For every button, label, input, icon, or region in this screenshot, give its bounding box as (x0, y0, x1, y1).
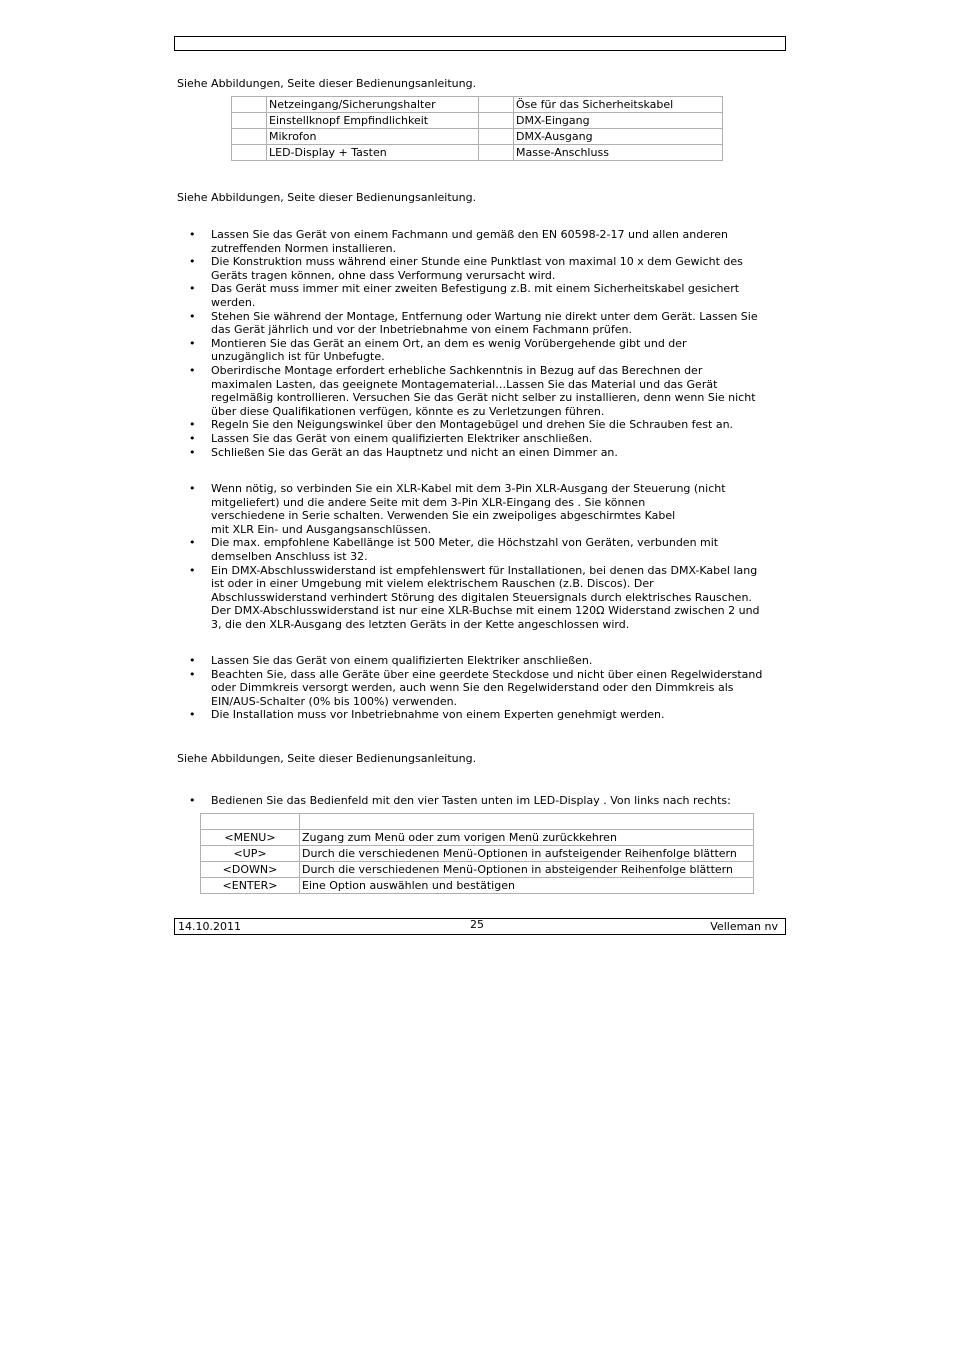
list-item-line: Wenn nötig, so verbinden Sie ein XLR-Kabel mit dem 3-Pin XLR-Ausgang der Steuerung (nicht (211, 482, 726, 495)
bullet-dot: • (189, 794, 196, 807)
footer-page-number: 25 (470, 918, 484, 931)
list-item-line: Die Konstruktion muss während einer Stunde eine Punktlast von maximal 10 x dem Gewicht des (211, 255, 743, 269)
part-label-cell: Öse für das Sicherheitskabel (514, 97, 723, 113)
list-item-line: Lassen Sie das Gerät von einem qualifizierten Elektriker anschließen. (211, 431, 593, 445)
footer-date: 14.10.2011 (178, 920, 241, 933)
list-item-line: Lassen Sie das Gerät von einem Fachmann und gemäß den EN 60598-2-17 und allen anderen (211, 228, 729, 241)
part-number-cell (232, 113, 267, 129)
intro-text-2: Siehe Abbildungen, Seite dieser Bedienungsanleitung. (177, 191, 477, 204)
list-item (177, 482, 777, 536)
list-item-line: Die max. empfohlene Kabellänge ist 500 Meter, die Höchstzahl von Geräten, verbunden mit (211, 536, 719, 550)
list-item-line: Bedienen Sie das Bedienfeld mit den vier Tasten unten im LED-Display . Von links nach rechts: (211, 794, 731, 807)
part-number-cell (479, 113, 514, 129)
list-item (177, 446, 777, 460)
list-item-line: Der DMX-Abschlusswiderstand ist nur eine XLR-Buchse mit einem 120Ω Widerstand zwischen 2 und (211, 604, 760, 618)
page-footer (174, 918, 786, 935)
list-item-line: Montieren Sie das Gerät an einem Ort, an dem es wenig Vorübergehende gibt und der (211, 336, 687, 350)
bullet-dot: • (189, 228, 196, 241)
part-number-cell (232, 97, 267, 113)
parts-table-row (232, 129, 723, 145)
bullet-dot: • (189, 445, 196, 459)
bullet-dot: • (189, 482, 196, 495)
key-name-cell: <DOWN> (201, 862, 300, 878)
list-item (177, 708, 777, 722)
keys-table-row (201, 846, 754, 862)
bullet-dot: • (189, 363, 196, 377)
part-label-cell: Masse-Anschluss (514, 145, 723, 161)
dmx-connection-list (177, 482, 777, 632)
bullet-dot: • (189, 336, 196, 350)
list-item-line: Schließen Sie das Gerät an das Hauptnetz und nicht an einen Dimmer an. (211, 445, 618, 459)
list-item-line: unzugänglich ist für Unbefugte. (211, 350, 385, 364)
part-number-cell (479, 97, 514, 113)
list-item-line: Regeln Sie den Neigungswinkel über den Montagebügel und drehen Sie die Schrauben fest an. (211, 418, 734, 432)
key-description-cell: Eine Option auswählen und bestätigen (300, 878, 754, 894)
parts-table-row (232, 145, 723, 161)
list-item-line: das Gerät jährlich und vor der Inbetriebnahme von einem Fachmann prüfen. (211, 323, 632, 337)
keys-header-cell (300, 814, 754, 830)
bullet-dot: • (189, 431, 196, 445)
bullet-dot: • (189, 563, 196, 577)
list-item (177, 282, 777, 309)
list-item-line: Das Gerät muss immer mit einer zweiten Befestigung z.B. mit einem Sicherheitskabel gesichert (211, 282, 740, 296)
list-item-line: Geräts tragen können, ohne dass Verformung verursacht wird. (211, 268, 556, 282)
control-panel-list (177, 794, 777, 808)
list-item (177, 564, 777, 632)
key-description-cell: Durch die verschiedenen Menü-Optionen in aufsteigender Reihenfolge blättern (300, 846, 754, 862)
list-item-line: demselben Anschluss ist 32. (211, 549, 368, 563)
intro-text-3: Siehe Abbildungen, Seite dieser Bedienungsanleitung. (177, 752, 477, 765)
part-label-cell: Mikrofon (267, 129, 479, 145)
list-item-line: maximalen Lasten, das geeignete Montagematerial…Lassen Sie das Material und das Gerät (211, 377, 718, 391)
key-name-cell: <ENTER> (201, 878, 300, 894)
footer-company: Velleman nv (710, 920, 778, 933)
list-item-line: mitgeliefert) und die andere Seite mit dem 3-Pin XLR-Eingang des . Sie können (211, 495, 646, 509)
list-item (177, 364, 777, 418)
list-item-line: werden. (211, 295, 256, 309)
list-item-line: mit XLR Ein- und Ausgangsanschlüssen. (211, 522, 432, 536)
parts-table-row (232, 97, 723, 113)
list-item-line: oder Dimmkreis versorgt werden, auch wenn Sie den Regelwiderstand oder den Dimmkreis als (211, 681, 734, 695)
power-connection-list (177, 654, 777, 722)
keys-header-cell (201, 814, 300, 830)
list-item-line: Abschlusswiderstand verhindert Störung des digitalen Steuersignals durch elektrisches Rauschen. (211, 590, 752, 604)
key-name-cell: <UP> (201, 846, 300, 862)
keys-table-header-row (201, 814, 754, 830)
list-item-line: Ein DMX-Abschlusswiderstand ist empfehlenswert für Installationen, bei denen das DMX-Kabel lang (211, 563, 758, 577)
keys-table-row (201, 862, 754, 878)
bullet-dot: • (189, 708, 196, 722)
key-name-cell: <MENU> (201, 830, 300, 846)
part-label-cell: LED-Display + Tasten (267, 145, 479, 161)
list-item (177, 536, 777, 563)
parts-table-row (232, 113, 723, 129)
bullet-dot: • (189, 282, 196, 296)
list-item-line: Stehen Sie während der Montage, Entfernung oder Wartung nie direkt unter dem Gerät. Lassen Sie (211, 309, 758, 323)
list-item-line: Oberirdische Montage erfordert erhebliche Sachkenntnis in Bezug auf das Berechnen der (211, 363, 703, 377)
keys-table (200, 813, 754, 894)
list-item (177, 337, 777, 364)
list-item (177, 668, 777, 709)
list-item (177, 432, 777, 446)
list-item (177, 228, 777, 255)
list-item (177, 255, 777, 282)
list-item-line: über diese Qualifikationen verfügen, könnte es zu Verletzungen führen. (211, 404, 605, 418)
list-item-line: Beachten Sie, dass alle Geräte über eine geerdete Steckdose und nicht über einen Regelwiderstand (211, 667, 763, 681)
bullet-dot: • (189, 309, 196, 323)
part-number-cell (232, 129, 267, 145)
key-description-cell: Zugang zum Menü oder zum vorigen Menü zurückkehren (300, 830, 754, 846)
key-description-cell: Durch die verschiedenen Menü-Optionen in absteigender Reihenfolge blättern (300, 862, 754, 878)
list-item-line: regelmäßig kontrollieren. Versuchen Sie das Gerät nicht selber zu installieren, denn wenn Sie nicht (211, 391, 756, 405)
part-label-cell: DMX-Ausgang (514, 129, 723, 145)
list-item-line: Die Installation muss vor Inbetriebnahme von einem Experten genehmigt werden. (211, 708, 665, 722)
page-header-box (174, 36, 786, 51)
list-item-line: Lassen Sie das Gerät von einem qualifizierten Elektriker anschließen. (211, 654, 593, 667)
part-number-cell (479, 145, 514, 161)
part-label-cell: DMX-Eingang (514, 113, 723, 129)
part-label-cell: Einstellknopf Empfindlichkeit (267, 113, 479, 129)
bullet-dot: • (189, 536, 196, 550)
part-number-cell (479, 129, 514, 145)
keys-table-row (201, 830, 754, 846)
intro-text-1: Siehe Abbildungen, Seite dieser Bedienungsanleitung. (177, 77, 477, 90)
bullet-dot: • (189, 667, 196, 681)
keys-table-row (201, 878, 754, 894)
bullet-dot: • (189, 255, 196, 269)
list-item (177, 310, 777, 337)
parts-table (231, 96, 723, 161)
list-item-line: zutreffenden Normen installieren. (211, 241, 397, 255)
bullet-dot: • (189, 418, 196, 432)
list-item (177, 794, 777, 808)
bullet-dot: • (189, 654, 196, 667)
list-item-line: ist oder in einer Umgebung mit vielem elektrischem Rauschen (z.B. Discos). Der (211, 577, 654, 591)
list-item-line: EIN/AUS-Schalter (0% bis 100%) verwenden. (211, 694, 458, 708)
list-item (177, 418, 777, 432)
list-item-line: verschiedene in Serie schalten. Verwenden Sie ein zweipoliges abgeschirmtes Kabel (211, 509, 676, 523)
mounting-instructions-list (177, 228, 777, 459)
part-number-cell (232, 145, 267, 161)
list-item-line: 3, die den XLR-Ausgang des letzten Geräts in der Kette angeschlossen wird. (211, 617, 630, 631)
list-item (177, 654, 777, 668)
part-label-cell: Netzeingang/Sicherungshalter (267, 97, 479, 113)
